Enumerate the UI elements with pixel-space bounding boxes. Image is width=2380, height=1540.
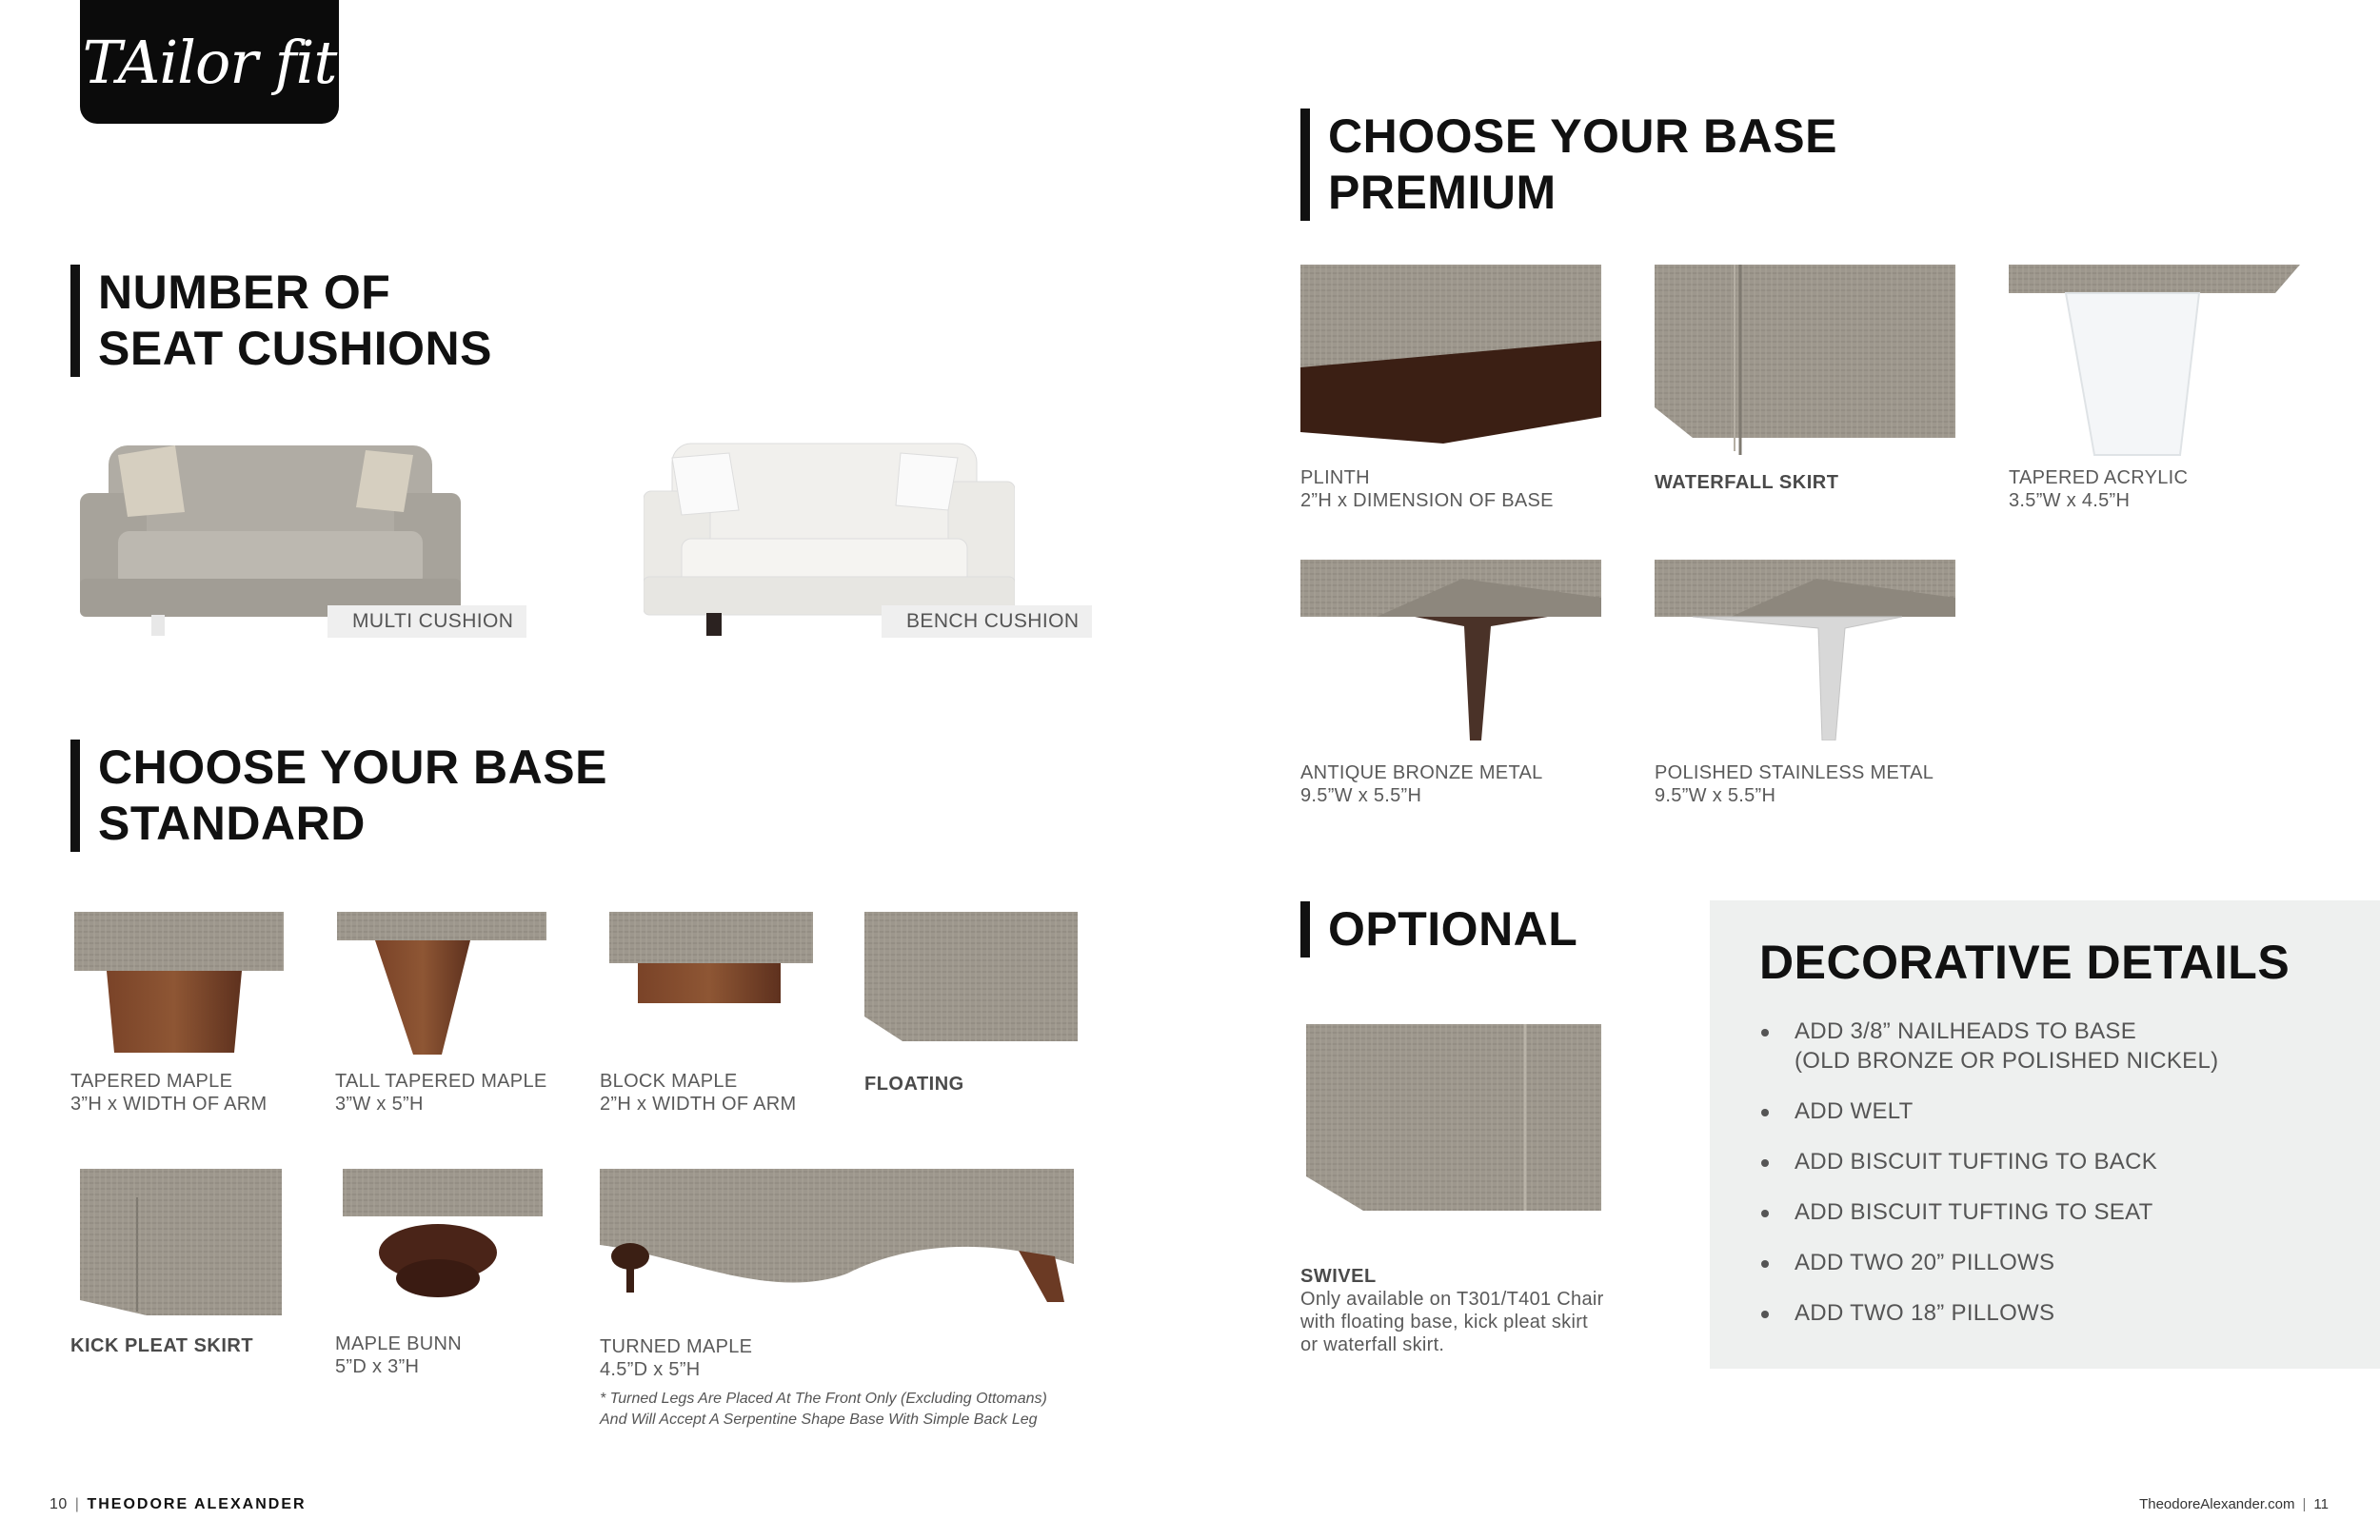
tall-tapered-maple-caption bbox=[335, 1070, 547, 1116]
base-premium-heading bbox=[1300, 109, 1837, 221]
footer-right bbox=[2139, 1496, 2329, 1512]
list-item-line: ADD 3/8” NAILHEADS TO BASE bbox=[1795, 1018, 2137, 1044]
footer-left bbox=[50, 1496, 307, 1513]
base-name: BLOCK MAPLE bbox=[600, 1071, 738, 1092]
block-maple-caption bbox=[600, 1070, 797, 1116]
description-line: or waterfall skirt. bbox=[1300, 1334, 1445, 1355]
website-link[interactable]: TheodoreAlexander.com bbox=[2139, 1496, 2295, 1512]
heading-line: OPTIONAL bbox=[1328, 902, 1578, 956]
waterfall-skirt-caption: WATERFALL SKIRT bbox=[1655, 472, 1839, 493]
tapered-maple-caption bbox=[70, 1070, 268, 1116]
base-dimensions: 2”H x DIMENSION OF BASE bbox=[1300, 490, 1554, 511]
page-number-right: 11 bbox=[2313, 1496, 2329, 1512]
base-dimensions: 5”D x 3”H bbox=[335, 1356, 420, 1377]
bench-cushion-label: BENCH CUSHION bbox=[882, 605, 1092, 638]
kick-pleat-skirt-image bbox=[80, 1169, 282, 1315]
base-name: MAPLE BUNN bbox=[335, 1333, 463, 1354]
decorative-details-title: DECORATIVE DETAILS bbox=[1759, 936, 2291, 989]
list-item-line: ADD WELT bbox=[1795, 1098, 1914, 1124]
kick-pleat-skirt-caption: KICK PLEAT SKIRT bbox=[70, 1335, 254, 1356]
note-line: And Will Accept A Serpentine Shape Base With Simple Back Leg bbox=[600, 1412, 1038, 1428]
separator: | bbox=[2302, 1496, 2307, 1512]
list-item-line: ADD TWO 18” PILLOWS bbox=[1795, 1300, 2055, 1326]
separator: | bbox=[74, 1496, 80, 1512]
swivel-image bbox=[1306, 1024, 1601, 1224]
description-line: Only available on T301/T401 Chair bbox=[1300, 1289, 1604, 1310]
decorative-details-list bbox=[1759, 1017, 2218, 1349]
note-line: * Turned Legs Are Placed At The Front Only (Excluding Ottomans) bbox=[600, 1391, 1047, 1407]
list-item-line: ADD BISCUIT TUFTING TO BACK bbox=[1795, 1149, 2158, 1175]
base-name: PLINTH bbox=[1300, 467, 1370, 488]
base-dimensions: 9.5”W x 5.5”H bbox=[1655, 785, 1776, 806]
logo-text: TAilor fit bbox=[82, 27, 337, 97]
list-item bbox=[1759, 1017, 2218, 1076]
multi-cushion-label: MULTI CUSHION bbox=[327, 605, 526, 638]
base-dimensions: 3.5”W x 4.5”H bbox=[2009, 490, 2131, 511]
turned-maple-caption bbox=[600, 1335, 752, 1381]
list-item-line: (OLD BRONZE OR POLISHED NICKEL) bbox=[1795, 1048, 2219, 1074]
heading-line: NUMBER OF bbox=[98, 266, 391, 319]
heading-line: STANDARD bbox=[98, 797, 366, 850]
heading-line: PREMIUM bbox=[1328, 166, 1557, 219]
page-number-left: 10 bbox=[50, 1496, 68, 1512]
base-dimensions: 3”W x 5”H bbox=[335, 1094, 424, 1115]
plinth-caption bbox=[1300, 466, 1554, 512]
heading-line: SEAT CUSHIONS bbox=[98, 322, 492, 375]
seat-cushions-heading bbox=[70, 265, 492, 377]
list-item bbox=[1759, 1248, 2218, 1277]
tapered-maple-image bbox=[74, 912, 284, 1053]
floating-image bbox=[864, 912, 1078, 1051]
waterfall-skirt-image bbox=[1655, 265, 1955, 457]
block-maple-image bbox=[609, 912, 813, 1003]
maple-bunn-image bbox=[343, 1169, 543, 1302]
list-item bbox=[1759, 1298, 2218, 1328]
swivel-caption bbox=[1300, 1266, 1604, 1356]
heading-line: CHOOSE YOUR BASE bbox=[1328, 109, 1837, 163]
base-standard-heading bbox=[70, 740, 607, 852]
plinth-image bbox=[1300, 265, 1601, 444]
base-name: TURNED MAPLE bbox=[600, 1336, 753, 1357]
base-name: TAPERED ACRYLIC bbox=[2009, 467, 2189, 488]
polished-stainless-metal-caption bbox=[1655, 761, 1934, 807]
antique-bronze-metal-image bbox=[1300, 560, 1601, 740]
list-item-line: ADD BISCUIT TUFTING TO SEAT bbox=[1795, 1199, 2153, 1225]
base-name: TALL TAPERED MAPLE bbox=[335, 1071, 547, 1092]
turned-legs-note bbox=[600, 1389, 1047, 1431]
heading-line: CHOOSE YOUR BASE bbox=[98, 740, 607, 794]
swivel-description bbox=[1300, 1288, 1604, 1356]
base-name: TAPERED MAPLE bbox=[70, 1071, 233, 1092]
turned-maple-image bbox=[600, 1169, 1074, 1304]
base-name: POLISHED STAINLESS METAL bbox=[1655, 762, 1934, 783]
polished-stainless-metal-image bbox=[1655, 560, 1955, 740]
list-item bbox=[1759, 1197, 2218, 1227]
description-line: with floating base, kick pleat skirt bbox=[1300, 1312, 1589, 1333]
swivel-title: SWIVEL bbox=[1300, 1266, 1377, 1287]
base-name: ANTIQUE BRONZE METAL bbox=[1300, 762, 1543, 783]
floating-caption: FLOATING bbox=[864, 1074, 964, 1095]
base-dimensions: 3”H x WIDTH OF ARM bbox=[70, 1094, 268, 1115]
list-item bbox=[1759, 1096, 2218, 1126]
base-dimensions: 4.5”D x 5”H bbox=[600, 1359, 701, 1380]
list-item-line: ADD TWO 20” PILLOWS bbox=[1795, 1250, 2055, 1275]
maple-bunn-caption bbox=[335, 1333, 462, 1378]
brand-name: THEODORE ALEXANDER bbox=[87, 1496, 307, 1512]
optional-heading bbox=[1300, 901, 1577, 958]
brand-logo bbox=[80, 0, 339, 124]
base-dimensions: 2”H x WIDTH OF ARM bbox=[600, 1094, 797, 1115]
antique-bronze-metal-caption bbox=[1300, 761, 1543, 807]
base-dimensions: 9.5”W x 5.5”H bbox=[1300, 785, 1422, 806]
tapered-acrylic-caption bbox=[2009, 466, 2188, 512]
tapered-acrylic-image bbox=[2009, 265, 2300, 457]
list-item bbox=[1759, 1147, 2218, 1176]
tall-tapered-maple-image bbox=[337, 912, 546, 1055]
decorative-details-panel bbox=[1710, 900, 2380, 1369]
